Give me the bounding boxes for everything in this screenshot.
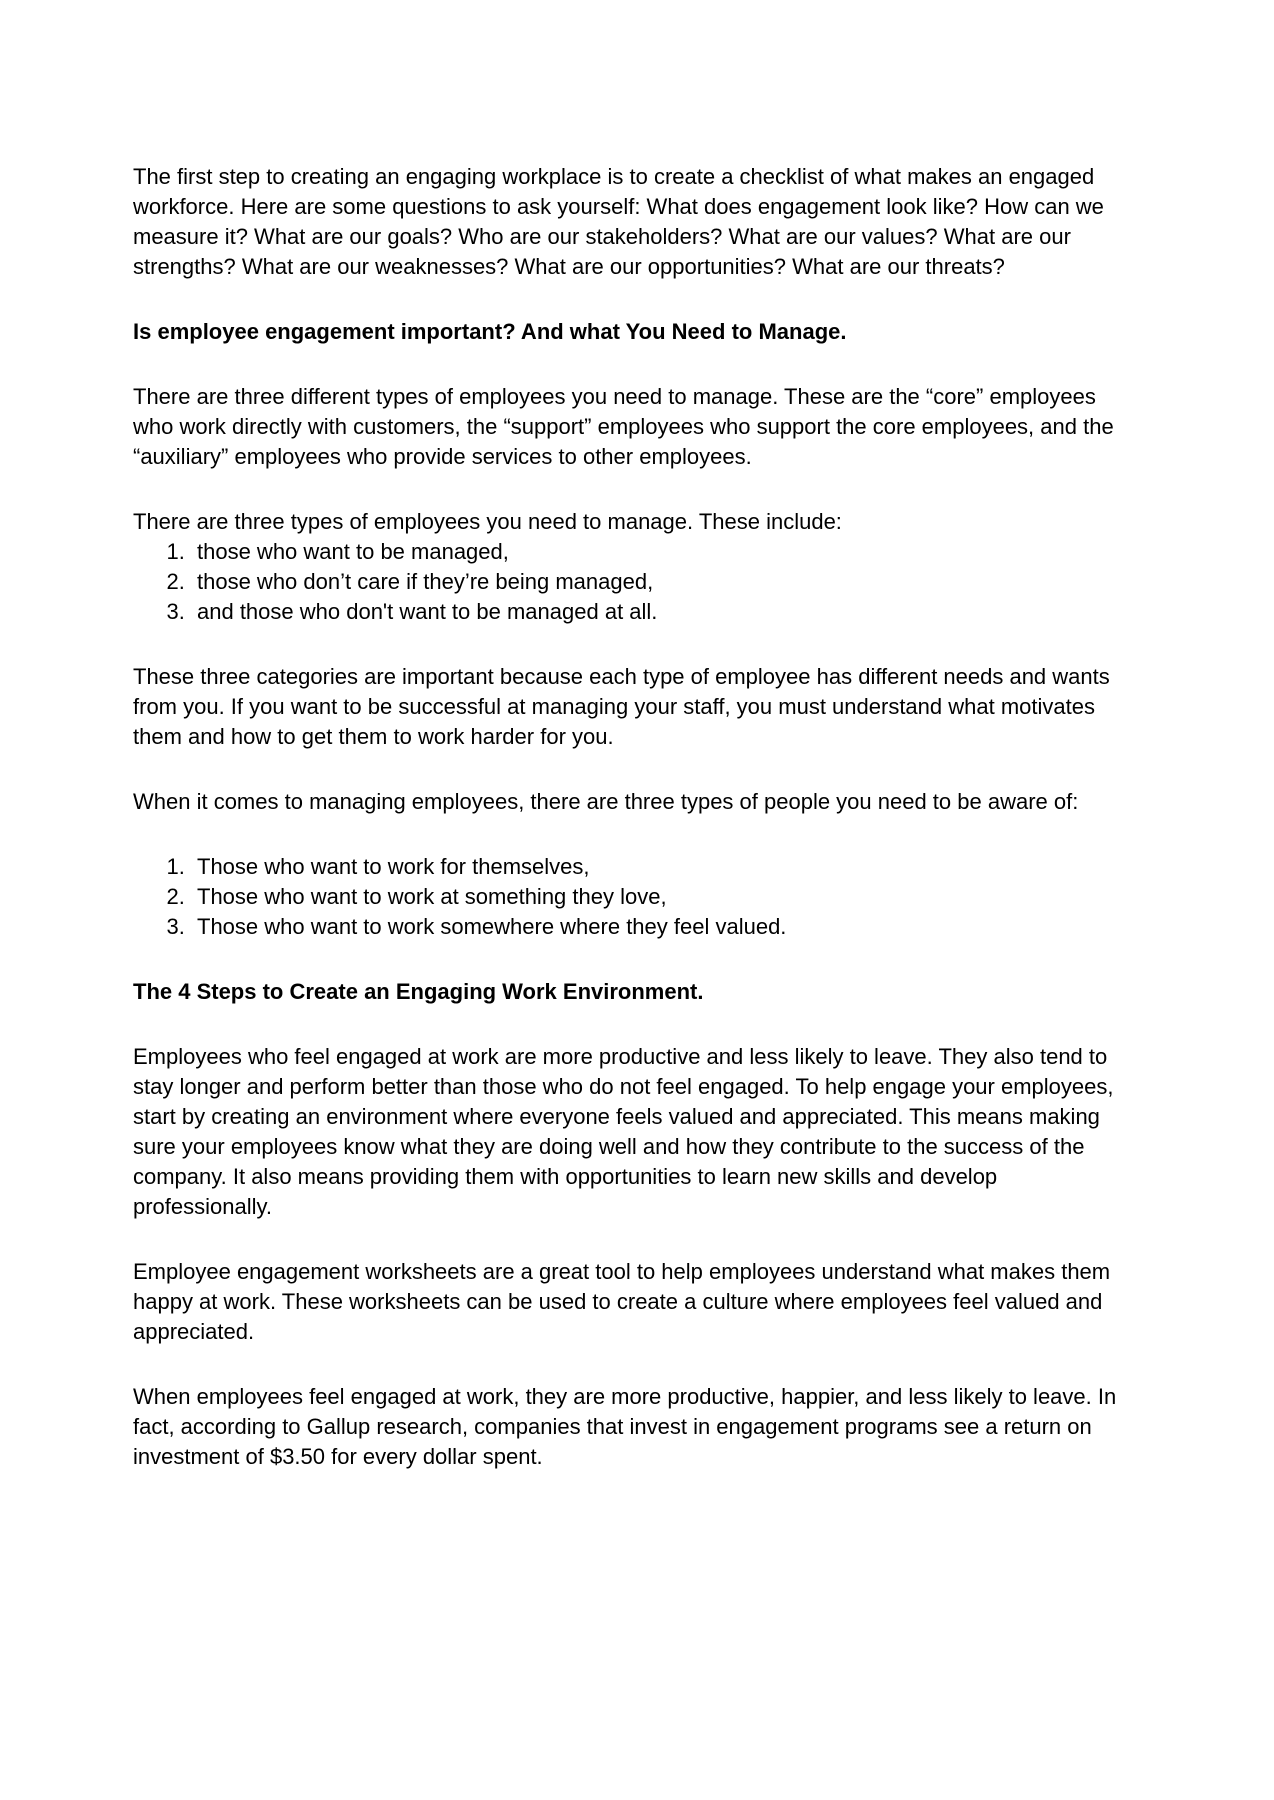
section-heading: The 4 Steps to Create an Engaging Work Environment. [133,979,704,1004]
list-item: 2. those who don’t care if they’re being managed, [191,567,1141,597]
list-item: 3. and those who don't want to be managed at all. [191,597,1141,627]
paragraph: Employee engagement worksheets are a great tool to help employees understand what makes them happy at work. These worksheets can be used to create a culture where employees feel valued and appreciated. [133,1259,1111,1344]
paragraph: The first step to creating an engaging workplace is to create a checklist of what makes an engaged workforce. Here are some questions to ask yourself: What does engagement look like? How can we measure it? What are our goals? Who are our stakeholders? What are our values? What are our strengths? What are our weaknesses? What are our opportunities? What are our threats? [133,164,1104,279]
paragraph: Employees who feel engaged at work are more productive and less likely to leave. They also tend to stay longer and perform better than those who do not feel engaged. To help engage your employees, start by creating an environment where everyone feels valued and appreciated. This means making sure your employees know what they are doing well and how they contribute to the success of the company. It also means providing them with opportunities to learn new skills and develop professionally. [133,1044,1114,1219]
list-item: 2. Those who want to work at something they love, [191,882,1141,912]
document-content [133,162,1141,1472]
paragraph: When it comes to managing employees, there are three types of people you need to be aware of: [133,789,1079,814]
list-item: 3. Those who want to work somewhere where they feel valued. [191,912,1141,942]
numbered-list [133,852,1141,942]
paragraph: There are three types of employees you need to manage. These include: [133,509,842,534]
list-item: 1. those who want to be managed, [191,537,1141,567]
numbered-list [133,537,1141,627]
section-heading: Is employee engagement important? And what You Need to Manage. [133,319,847,344]
paragraph: There are three different types of employees you need to manage. These are the “core” employees who work directly with customers, the “support” employees who support the core employees, and the “auxiliary” employees who provide services to other employees. [133,384,1114,469]
paragraph: When employees feel engaged at work, they are more productive, happier, and less likely to leave. In fact, according to Gallup research, companies that invest in engagement programs see a return on investment of $3.50 for every dollar spent. [133,1384,1117,1469]
paragraph: These three categories are important because each type of employee has different needs and wants from you. If you want to be successful at managing your staff, you must understand what motivates them and how to get them to work harder for you. [133,664,1110,749]
list-item: 1. Those who want to work for themselves, [191,852,1141,882]
